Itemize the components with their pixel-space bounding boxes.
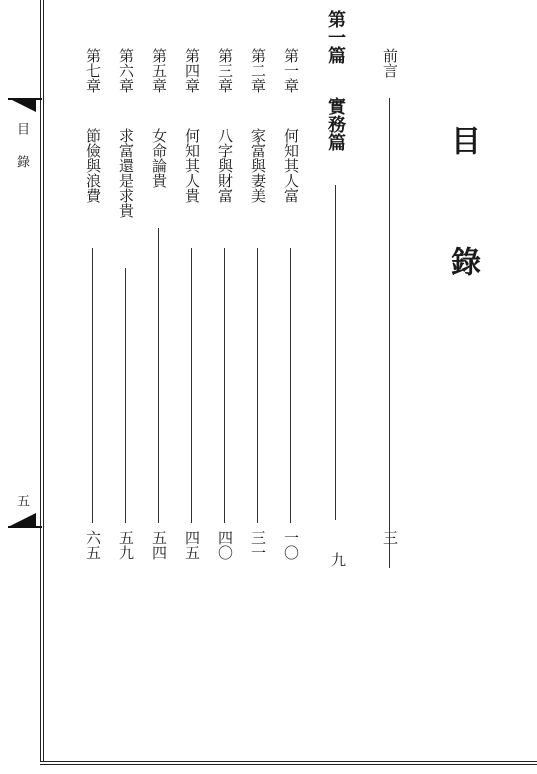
toc-entry-title: 何知其人貴	[183, 128, 201, 203]
leader-line	[257, 248, 258, 523]
toc-entry-label: 第五章	[150, 48, 168, 93]
toc-entry-label: 第二章	[249, 48, 267, 93]
toc-entry-label: 前言	[381, 48, 399, 78]
leader-line	[191, 248, 192, 523]
toc-entry-page: 四〇	[216, 530, 234, 560]
page-border-left-inner	[43, 0, 44, 762]
toc-heading: 目 錄	[445, 125, 480, 304]
margin-triangle-bottom-icon	[8, 513, 36, 527]
part-title: 實務篇	[325, 97, 346, 151]
toc-entry-chapter[interactable]	[116, 48, 136, 578]
toc-entry-page: 四五	[183, 530, 201, 560]
leader-line	[125, 268, 126, 523]
toc-entry-title: 節儉與浪費	[84, 128, 102, 203]
toc-entry-chapter[interactable]	[83, 48, 103, 578]
leader-line	[158, 228, 159, 523]
toc-entry-chapter[interactable]	[248, 48, 268, 578]
toc-entry-preface[interactable]	[380, 48, 400, 578]
toc-entry-chapter[interactable]	[281, 48, 301, 578]
leader-line	[389, 98, 390, 568]
toc-entry-label: 第三章	[216, 48, 234, 93]
toc-entry-title: 家富與妻美	[249, 128, 267, 203]
leader-line	[92, 248, 93, 523]
margin-rule-bottom	[8, 526, 42, 528]
toc-entry-title: 何知其人富	[282, 128, 300, 203]
toc-entry-title: 求富還是求貴	[117, 128, 135, 218]
part-label: 第一篇	[325, 10, 346, 64]
page-border-bottom-outer	[40, 764, 537, 765]
toc-entry-label: 第一章	[282, 48, 300, 93]
page-border-bottom	[40, 761, 537, 762]
toc-entry-chapter[interactable]	[182, 48, 202, 578]
page-number: 五	[14, 494, 29, 507]
toc-entry-chapter[interactable]	[149, 48, 169, 578]
toc-entry-label: 第六章	[117, 48, 135, 93]
leader-line	[224, 248, 225, 523]
toc-entry-label: 第七章	[84, 48, 102, 93]
toc-entry-page: 三	[381, 530, 399, 545]
margin-section-title: 目錄	[14, 122, 29, 188]
toc-entry-title: 女命論貴	[150, 128, 168, 188]
margin-triangle-top-icon	[8, 98, 36, 112]
leader-line	[290, 248, 291, 523]
page-border-left	[40, 0, 41, 762]
leader-line	[335, 185, 336, 520]
toc-entry-label: 第四章	[183, 48, 201, 93]
toc-entry-page: 五四	[150, 530, 168, 560]
toc-entry-page: 六五	[84, 530, 102, 560]
toc-entry-page: 五九	[117, 530, 135, 560]
toc-entry-page: 一〇	[282, 530, 300, 560]
toc-entry-page: 三一	[249, 530, 267, 560]
toc-entry-title: 八字與財富	[216, 128, 234, 203]
toc-entry-page: 九	[329, 552, 347, 567]
toc-entry-chapter[interactable]	[215, 48, 235, 578]
